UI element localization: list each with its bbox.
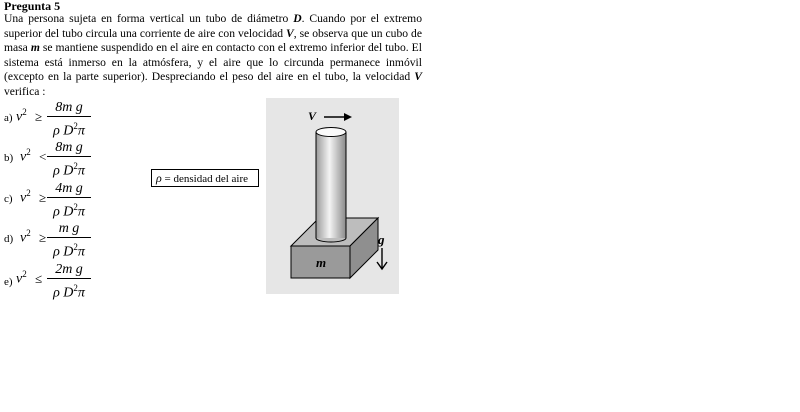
fraction-bar — [47, 197, 91, 198]
gravity-label: g — [378, 232, 385, 247]
velocity-arrow-head — [344, 113, 352, 121]
option-fraction — [47, 221, 91, 261]
option-label: c) — [4, 193, 13, 205]
option-relation: ≥ — [39, 190, 47, 205]
text-4: se mantiene suspendido en el aire en contacto con el extremo inferior del tubo. El sistema está inmerso en la atmósfera, y el aire que lo circunda permanece inmóvil (excepto en la parte superior). Despreciando el peso del aire en el tubo, la velocidad — [4, 41, 422, 84]
option-b[interactable] — [4, 140, 124, 180]
option-lhs: $v^2$ — [20, 147, 31, 165]
fraction-bar — [47, 156, 91, 157]
text-1: Una persona sujeta en forma vertical un tubo de diámetro — [4, 12, 294, 25]
text-3: , se observa que un cubo de masa — [4, 26, 422, 55]
option-fraction — [47, 100, 91, 140]
fraction-numerator: 4m g — [55, 181, 83, 196]
fraction-denominator: ρ $D^2\pi$ — [53, 161, 85, 179]
option-label: a) — [4, 112, 13, 124]
option-label: d) — [4, 233, 14, 245]
rho-symbol: ρ — [156, 171, 162, 185]
option-a[interactable] — [4, 100, 124, 140]
option-label: e) — [4, 276, 13, 288]
option-lhs: $v^2$ — [20, 228, 31, 246]
fraction-denominator: ρ $D^2\pi$ — [53, 121, 85, 139]
velocity-label: V — [308, 109, 317, 123]
tube-figure — [266, 98, 399, 294]
var-m: m — [30, 41, 40, 55]
fraction-bar — [47, 278, 91, 279]
legend-text: = densidad del aire — [161, 173, 248, 185]
fraction-numerator: m g — [58, 221, 80, 236]
var-v: V — [286, 26, 294, 40]
text-2: . Cuando por el extremo superior del tubo circula una corriente de aire con velocidad — [4, 12, 422, 40]
fraction-denominator: ρ $D^2\pi$ — [53, 202, 85, 220]
option-lhs: $v^2$ — [16, 107, 27, 125]
fraction-numerator: 8m g — [55, 100, 83, 115]
var-v2: V — [414, 70, 422, 84]
option-relation: ≥ — [39, 230, 47, 245]
option-lhs: $v^2$ — [16, 269, 27, 287]
fraction-bar — [47, 116, 91, 117]
density-legend — [151, 169, 259, 187]
option-c[interactable] — [4, 181, 124, 221]
option-lhs: $v^2$ — [20, 188, 31, 206]
var-d: D — [293, 12, 302, 25]
option-d[interactable] — [4, 221, 124, 261]
option-fraction — [47, 181, 91, 221]
option-relation: < — [39, 149, 47, 164]
option-fraction — [47, 262, 91, 302]
question-text — [4, 12, 422, 100]
option-e[interactable] — [4, 262, 124, 302]
tube-top-opening — [316, 128, 346, 137]
text-5: verifica : — [4, 84, 46, 98]
fraction-numerator: 2m g — [55, 262, 83, 277]
fraction-numerator: 8m g — [55, 140, 83, 155]
tube-diagram — [266, 98, 399, 294]
tube-body — [316, 132, 346, 238]
option-fraction — [47, 140, 91, 180]
option-relation: ≤ — [35, 271, 43, 286]
fraction-denominator: ρ $D^2\pi$ — [53, 242, 85, 260]
option-label: b) — [4, 152, 14, 164]
question-title: Pregunta 5 — [4, 0, 61, 13]
option-relation: ≥ — [35, 109, 43, 124]
fraction-bar — [47, 237, 91, 238]
fraction-denominator: ρ $D^2\pi$ — [53, 283, 85, 301]
mass-label: m — [316, 255, 327, 270]
